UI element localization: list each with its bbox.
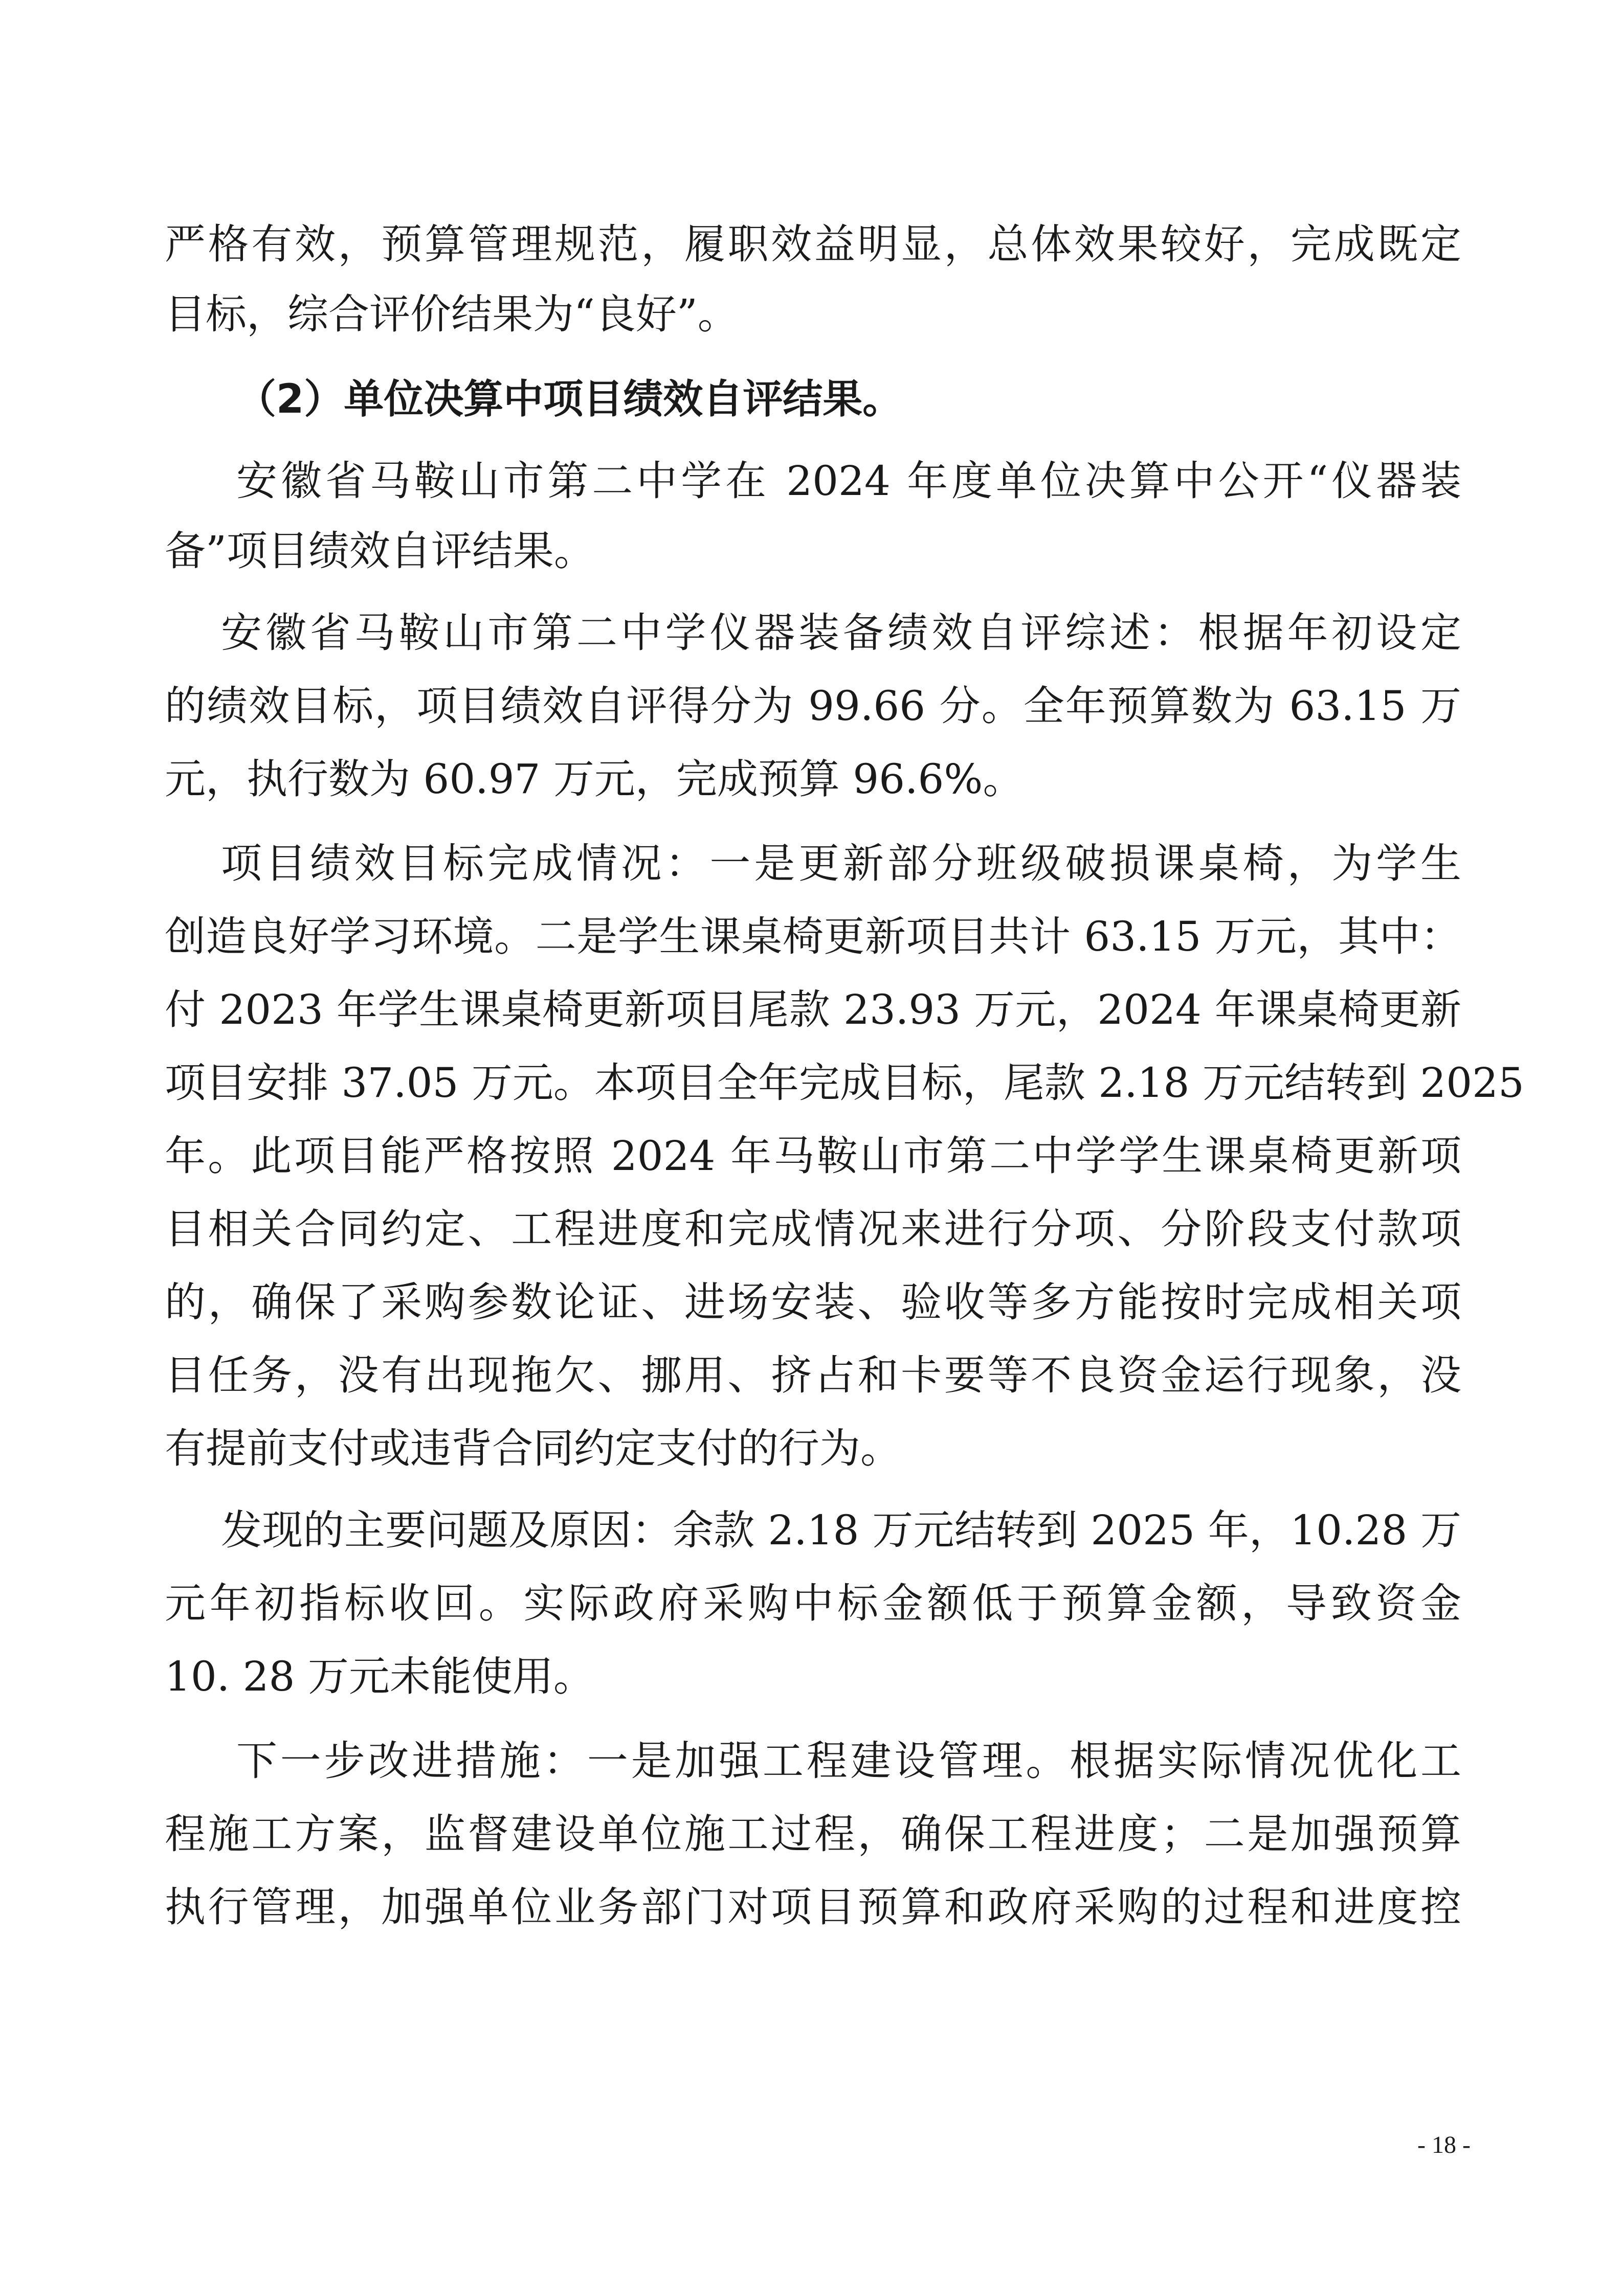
paragraph-line: 执行管理，加强单位业务部门对项目预算和政府采购的过程和进度控 [165,1883,1461,1931]
paragraph-line: 创造良好学习环境。二是学生课桌椅更新项目共计 63.15 万元，其中： [165,913,1461,960]
paragraph-line: 发现的主要问题及原因：余款 2.18 万元结转到 2025 年，10.28 万 [221,1506,1461,1554]
paragraph-line: 元年初指标收回。实际政府采购中标金额低于预算金额，导致资金 [165,1580,1461,1627]
page-number: - 18 - [1417,2131,1471,2158]
paragraph-line: 项目绩效目标完成情况：一是更新部分班级破损课桌椅，为学生 [221,840,1461,887]
paragraph-line: 目任务，没有出现拖欠、挪用、挤占和卡要等不良资金运行现象，没 [165,1352,1461,1399]
paragraph-line: 备”项目绩效自评结果。 [165,527,595,575]
paragraph-line: 元，执行数为 60.97 万元，完成预算 96.6%。 [165,755,1024,803]
paragraph-line: 安徽省马鞍山市第二中学在 2024 年度单位决算中公开“仪器装 [236,457,1461,505]
paragraph-line: 下一步改进措施：一是加强工程建设管理。根据实际情况优化工 [236,1737,1461,1785]
paragraph-line: 程施工方案，监督建设单位施工过程，确保工程进度；二是加强预算 [165,1810,1461,1858]
paragraph-line: 目标，综合评价结果为“良好”。 [165,290,739,338]
paragraph-line: 10. 28 万元未能使用。 [165,1653,594,1700]
paragraph-line: 的绩效目标，项目绩效自评得分为 99.66 分。全年预算数为 63.15 万 [165,682,1461,730]
paragraph-line: 严格有效，预算管理规范，履职效益明显，总体效果较好，完成既定 [165,220,1461,268]
paragraph-line: 有提前支付或违背合同约定支付的行为。 [165,1425,901,1472]
paragraph-line: 安徽省马鞍山市第二中学仪器装备绩效自评综述：根据年初设定 [221,609,1461,657]
paragraph-line: 项目安排 37.05 万元。本项目全年完成目标，尾款 2.18 万元结转到 2025 [165,1059,1524,1107]
section-heading: （2）单位决算中项目绩效自评结果。 [236,376,903,422]
paragraph-line: 付 2023 年学生课桌椅更新项目尾款 23.93 万元，2024 年课桌椅更新 [165,986,1461,1033]
paragraph-line: 的，确保了采购参数论证、进场安装、验收等多方能按时完成相关项 [165,1278,1461,1326]
paragraph-line: 目相关合同约定、工程进度和完成情况来进行分项、分阶段支付款项 [165,1205,1461,1253]
paragraph-line: 年。此项目能严格按照 2024 年马鞍山市第二中学学生课桌椅更新项 [165,1132,1461,1180]
